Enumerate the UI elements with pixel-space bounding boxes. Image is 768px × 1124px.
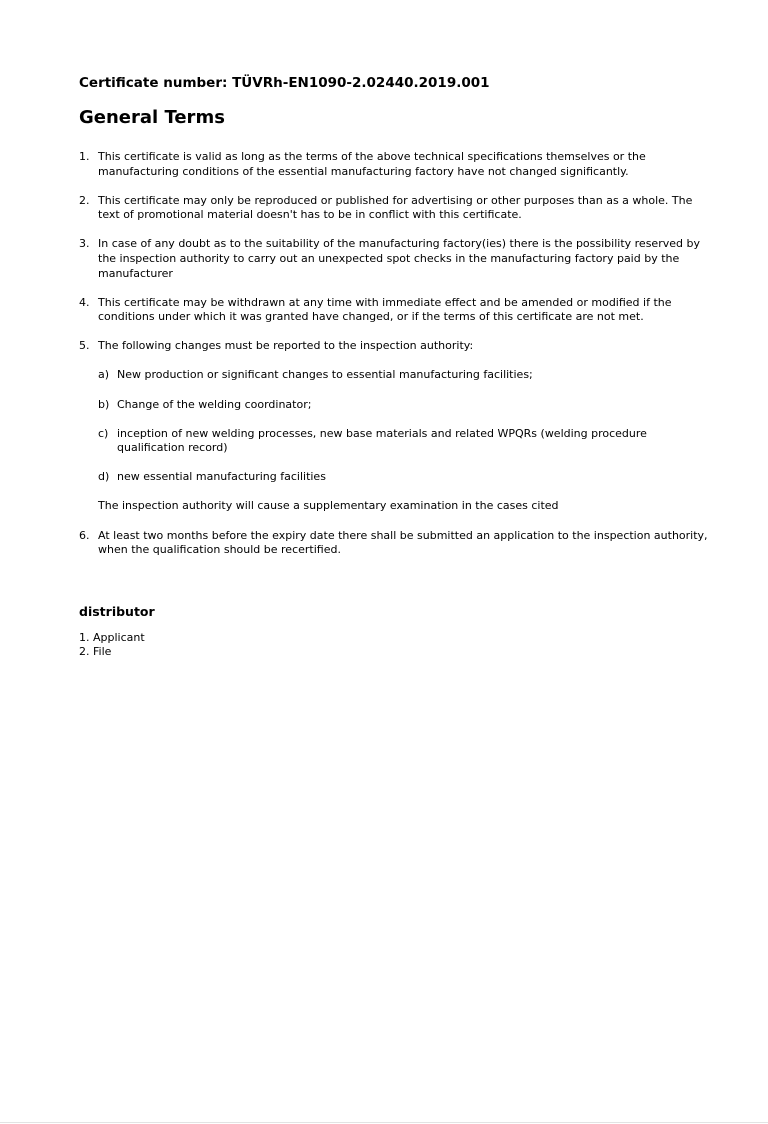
- sub-item-a: [98, 368, 715, 383]
- term-item-2: [79, 194, 715, 223]
- sub-item-d: [98, 470, 715, 485]
- term-item-6: [79, 529, 715, 558]
- term-text: The following changes must be reported to the inspection authority:: [98, 339, 474, 353]
- page-content: [79, 73, 715, 660]
- term-text: In case of any doubt as to the suitability of the manufacturing factory(ies) there is the possibility reserved by the inspection authority to carry out an unexpected spot checks in the manufacturing factory paid by the manufacturer: [98, 237, 700, 280]
- term-text: At least two months before the expiry date there shall be submitted an application to the inspection authority, when the qualification should be recertified.: [98, 528, 708, 557]
- term-item-1: [79, 150, 715, 179]
- sub-item-text: new essential manufacturing facilities: [117, 470, 326, 484]
- sub-item-letter: b): [98, 397, 110, 411]
- sub-item-letter: d): [98, 470, 110, 484]
- term-number: 3.: [79, 237, 90, 251]
- sub-item-letter: c): [98, 426, 109, 440]
- reportable-changes-list: [98, 368, 715, 484]
- term-text: This certificate may only be reproduced or published for advertising or other purposes than as a whole. The text of promotional material doesn't has to be in conflict with this certificate.: [98, 193, 693, 222]
- sub-item-text: inception of new welding processes, new base materials and related WPQRs (welding procedure qualification record): [117, 426, 647, 455]
- general-terms-title: General Terms: [79, 107, 225, 128]
- term-number: 4.: [79, 295, 90, 309]
- general-terms-list: [79, 150, 715, 558]
- term-text: This certificate may be withdrawn at any time with immediate effect and be amended or modified if the conditions under which it was granted have changed, or if the terms of this certificate are not met.: [98, 295, 672, 324]
- distributor-list: [79, 631, 715, 660]
- term-number: 6.: [79, 528, 90, 542]
- term-body: [98, 339, 715, 514]
- distributor-title: distributor: [79, 603, 155, 619]
- distributor-item-file: 2. File: [79, 645, 112, 659]
- sub-item-text: Change of the welding coordinator;: [117, 397, 312, 411]
- sub-item-b: [98, 398, 715, 413]
- term-text: This certificate is valid as long as the terms of the above technical specifications themselves or the manufacturing conditions of the essential manufacturing factory have not changed significantly.: [98, 150, 646, 178]
- term-item-3: [79, 237, 715, 281]
- term-number: 5.: [79, 339, 90, 353]
- supplementary-examination-note: The inspection authority will cause a supplementary examination in the cases cited: [98, 499, 559, 513]
- sub-item-text: New production or significant changes to essential manufacturing facilities;: [117, 368, 533, 382]
- certificate-number: Certificate number: TÜVRh-EN1090-2.02440.2019.001: [79, 75, 490, 91]
- sub-item-letter: a): [98, 368, 110, 382]
- term-item-4: [79, 296, 715, 325]
- distributor-item-applicant: 1. Applicant: [79, 630, 145, 644]
- term-item-5: [79, 339, 715, 514]
- term-number: 1.: [79, 150, 90, 163]
- sub-item-c: [98, 427, 715, 456]
- term-number: 2.: [79, 193, 90, 207]
